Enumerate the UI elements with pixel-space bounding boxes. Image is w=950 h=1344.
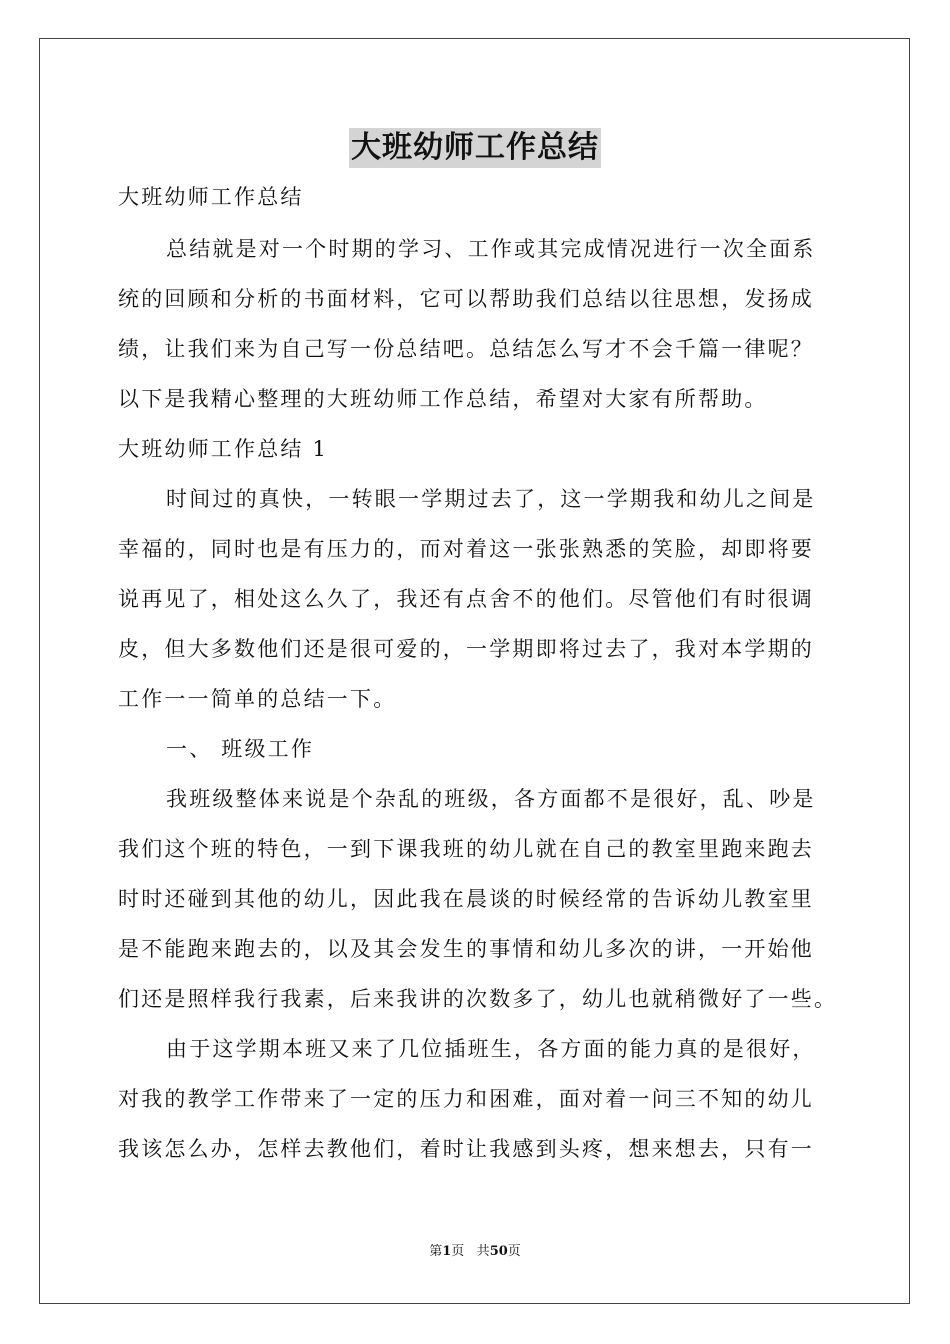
- intro-line-4: 以下是我精心整理的大班幼师工作总结，希望对大家有所帮助。: [118, 387, 768, 411]
- para2-line-1: 我班级整体来说是个杂乱的班级，各方面都不是很好，乱、吵是: [166, 787, 816, 811]
- para2-line-4: 是不能跑来跑去的，以及其会发生的事情和幼儿多次的讲，一开始他: [118, 937, 814, 961]
- para1-line-3: 说再见了，相处这么久了，我还有点舍不的他们。尽管他们有时很调: [118, 587, 814, 611]
- para3-line-3: 我该怎么办，怎样去教他们，着时让我感到头疼，想来想去，只有一: [118, 1137, 814, 1161]
- intro-line-1: 总结就是对一个时期的学习、工作或其完成情况进行一次全面系: [166, 237, 816, 261]
- subtitle-line: 大班幼师工作总结: [118, 185, 304, 209]
- para2-line-5: 们还是照样我行我素，后来我讲的次数多了，幼儿也就稍微好了一些。: [118, 987, 838, 1011]
- para3-line-1: 由于这学期本班又来了几位插班生，各方面的能力真的是很好，: [166, 1037, 816, 1061]
- total-suffix: 页: [507, 1244, 521, 1259]
- para2-line-2: 我们这个班的特色，一到下课我班的幼儿就在自己的教室里跑来跑去: [118, 837, 814, 861]
- section-heading: 大班幼师工作总结 1: [118, 437, 329, 461]
- page-number: 1: [442, 1244, 452, 1259]
- subsection-heading: 一、 班级工作: [166, 737, 315, 761]
- para1-line-5: 工作一一简单的总结一下。: [118, 687, 397, 711]
- document-title: [0, 128, 950, 172]
- page-prefix: 第: [429, 1244, 443, 1259]
- para1-line-1: 时间过的真快，一转眼一学期过去了，这一学期我和幼儿之间是: [166, 487, 816, 511]
- intro-line-3: 绩，让我们来为自己写一份总结吧。总结怎么写才不会千篇一律呢？: [118, 337, 814, 361]
- page-suffix: 页: [451, 1244, 465, 1259]
- para1-line-2: 幸福的，同时也是有压力的，而对着这一张张熟悉的笑脸，却即将要: [118, 537, 814, 561]
- document-title-text: 大班幼师工作总结: [349, 128, 601, 168]
- para3-line-2: 对我的教学工作带来了一定的压力和困难，面对着一问三不知的幼儿: [118, 1087, 814, 1111]
- para1-line-4: 皮，但大多数他们还是很可爱的，一学期即将过去了，我对本学期的: [118, 637, 814, 661]
- total-prefix: 共: [476, 1244, 490, 1259]
- total-pages: 50: [489, 1244, 508, 1259]
- page-footer: [0, 1244, 950, 1260]
- page-border: [39, 38, 910, 1304]
- para2-line-3: 时时还碰到其他的幼儿，因此我在晨谈的时候经常的告诉幼儿教室里: [118, 887, 814, 911]
- intro-line-2: 统的回顾和分析的书面材料，它可以帮助我们总结以往思想，发扬成: [118, 287, 814, 311]
